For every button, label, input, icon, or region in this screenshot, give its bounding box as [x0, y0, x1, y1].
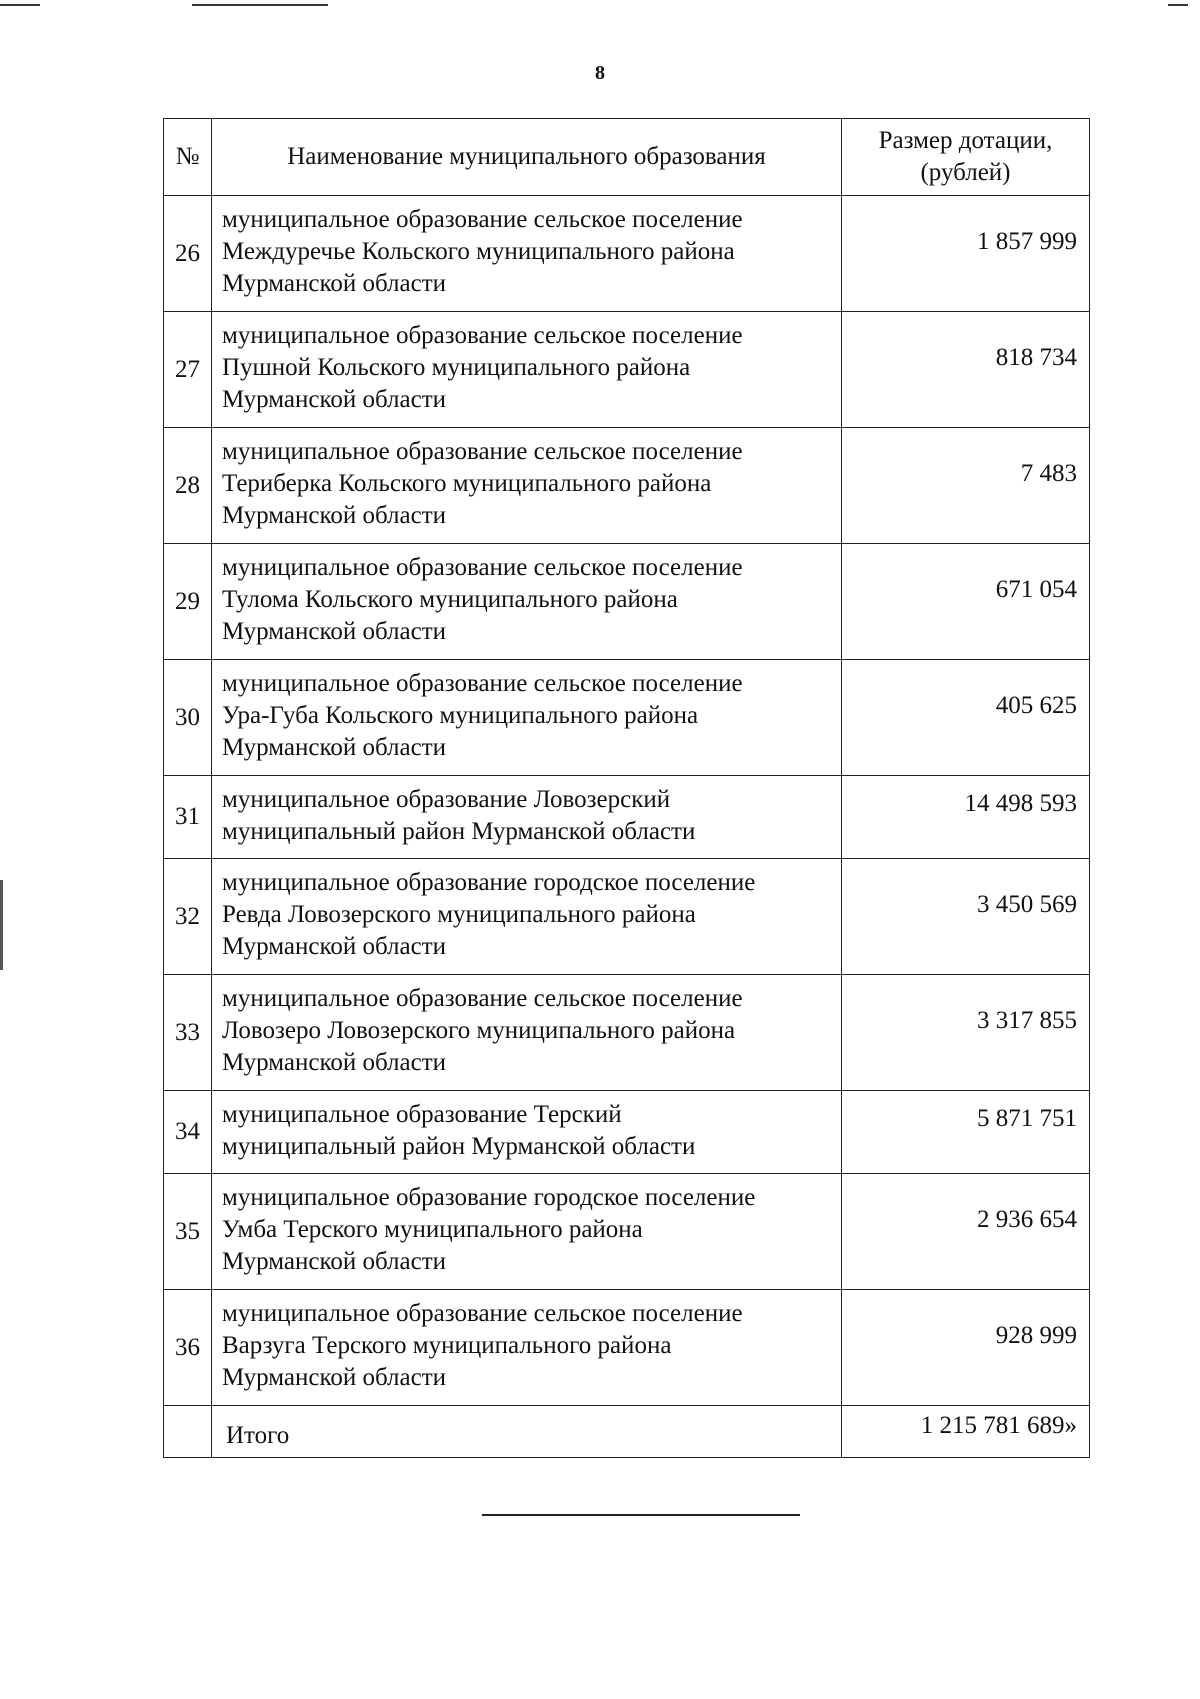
table-row	[164, 660, 1090, 776]
municipality-name-line: муниципальное образование городское поселение	[222, 1184, 756, 1211]
dotation-amount: 2 936 654	[842, 1174, 1090, 1290]
municipality-name-line: муниципальный район Мурманской области	[222, 1133, 696, 1160]
header-amount-line1: Размер дотации,	[878, 127, 1053, 154]
scan-artifact-line	[192, 4, 328, 6]
table-row	[164, 544, 1090, 660]
municipality-name	[212, 1174, 842, 1290]
municipality-name-line: Териберка Кольского муниципального района	[222, 470, 712, 497]
municipality-name-line: муниципальное образование сельское поселение	[222, 322, 743, 349]
table-row	[164, 428, 1090, 544]
municipality-name-line: муниципальное образование сельское поселение	[222, 554, 743, 581]
municipality-name	[212, 1290, 842, 1406]
municipality-name-line: Мурманской области	[222, 933, 447, 960]
municipality-name-line: Мурманской области	[222, 502, 447, 529]
dotation-amount: 928 999	[842, 1290, 1090, 1406]
row-number: 34	[164, 1091, 212, 1174]
dotation-amount: 7 483	[842, 428, 1090, 544]
row-number: 28	[164, 428, 212, 544]
municipality-name-line: Мурманской области	[222, 734, 447, 761]
municipality-name	[212, 544, 842, 660]
municipality-name-line: Мурманской области	[222, 1049, 447, 1076]
table-row	[164, 312, 1090, 428]
municipality-name-line: муниципальное образование Терский	[222, 1101, 622, 1128]
dotation-amount: 405 625	[842, 660, 1090, 776]
table-row	[164, 196, 1090, 312]
table-row	[164, 1091, 1090, 1174]
header-amount	[842, 119, 1090, 196]
header-number: №	[164, 119, 212, 196]
municipality-name-line: Мурманской области	[222, 1364, 447, 1391]
scan-margin-mark	[0, 880, 3, 970]
municipality-name-line: Ловозеро Ловозерского муниципального района	[222, 1017, 736, 1044]
row-number: 33	[164, 975, 212, 1091]
row-number: 29	[164, 544, 212, 660]
table-row	[164, 859, 1090, 975]
row-number: 30	[164, 660, 212, 776]
municipality-name-line: Умба Терского муниципального района	[222, 1216, 643, 1243]
municipality-name-line: Варзуга Терского муниципального района	[222, 1332, 672, 1359]
municipality-name	[212, 196, 842, 312]
municipality-name-line: Ура-Губа Кольского муниципального района	[222, 702, 699, 729]
municipality-name-line: муниципальный район Мурманской области	[222, 818, 696, 845]
dotation-amount: 14 498 593	[842, 776, 1090, 859]
page-number: 8	[595, 62, 605, 84]
municipality-name	[212, 975, 842, 1091]
municipality-name-line: муниципальное образование сельское поселение	[222, 985, 743, 1012]
row-number: 35	[164, 1174, 212, 1290]
municipality-name-line: Мурманской области	[222, 386, 447, 413]
municipality-name-line: муниципальное образование Ловозерский	[222, 786, 671, 813]
footer-divider	[482, 1514, 800, 1516]
dotation-amount: 5 871 751	[842, 1091, 1090, 1174]
municipality-name-line: Междуречье Кольского муниципального района	[222, 238, 735, 265]
row-number: 27	[164, 312, 212, 428]
municipality-name-line: Мурманской области	[222, 270, 447, 297]
total-label: Итого	[212, 1406, 842, 1458]
municipality-name-line: муниципальное образование сельское поселение	[222, 206, 743, 233]
municipality-name	[212, 312, 842, 428]
table-header-row	[164, 119, 1090, 196]
dotation-amount: 1 857 999	[842, 196, 1090, 312]
municipality-name-line: Мурманской области	[222, 1248, 447, 1275]
municipality-name-line: Пушной Кольского муниципального района	[222, 354, 691, 381]
table-row	[164, 776, 1090, 859]
municipality-name-line: муниципальное образование городское поселение	[222, 869, 756, 896]
total-number-cell	[164, 1406, 212, 1458]
table-body	[164, 196, 1090, 1406]
municipality-name	[212, 1091, 842, 1174]
row-number: 26	[164, 196, 212, 312]
municipality-name-line: Мурманской области	[222, 618, 447, 645]
table-row	[164, 1290, 1090, 1406]
municipality-name	[212, 660, 842, 776]
header-amount-line2: (рублей)	[920, 159, 1011, 186]
municipality-name	[212, 428, 842, 544]
total-amount: 1 215 781 689»	[842, 1406, 1090, 1458]
municipality-name-line: муниципальное образование сельское поселение	[222, 670, 743, 697]
municipality-name	[212, 859, 842, 975]
table-row	[164, 975, 1090, 1091]
dotation-amount: 671 054	[842, 544, 1090, 660]
dotation-amount: 3 317 855	[842, 975, 1090, 1091]
municipality-name-line: муниципальное образование сельское поселение	[222, 1300, 743, 1327]
municipality-name-line: муниципальное образование сельское поселение	[222, 438, 743, 465]
row-number: 36	[164, 1290, 212, 1406]
dotation-amount: 818 734	[842, 312, 1090, 428]
table-row	[164, 1174, 1090, 1290]
dotation-table	[163, 118, 1090, 1458]
row-number: 32	[164, 859, 212, 975]
scan-artifact-line	[1168, 4, 1188, 6]
municipality-name-line: Ревда Ловозерского муниципального района	[222, 901, 696, 928]
municipality-name-line: Тулома Кольского муниципального района	[222, 586, 678, 613]
municipality-name	[212, 776, 842, 859]
scan-artifact-line	[0, 4, 40, 6]
dotation-amount: 3 450 569	[842, 859, 1090, 975]
header-municipality-name: Наименование муниципального образования	[212, 119, 842, 196]
row-number: 31	[164, 776, 212, 859]
total-row	[164, 1406, 1090, 1458]
